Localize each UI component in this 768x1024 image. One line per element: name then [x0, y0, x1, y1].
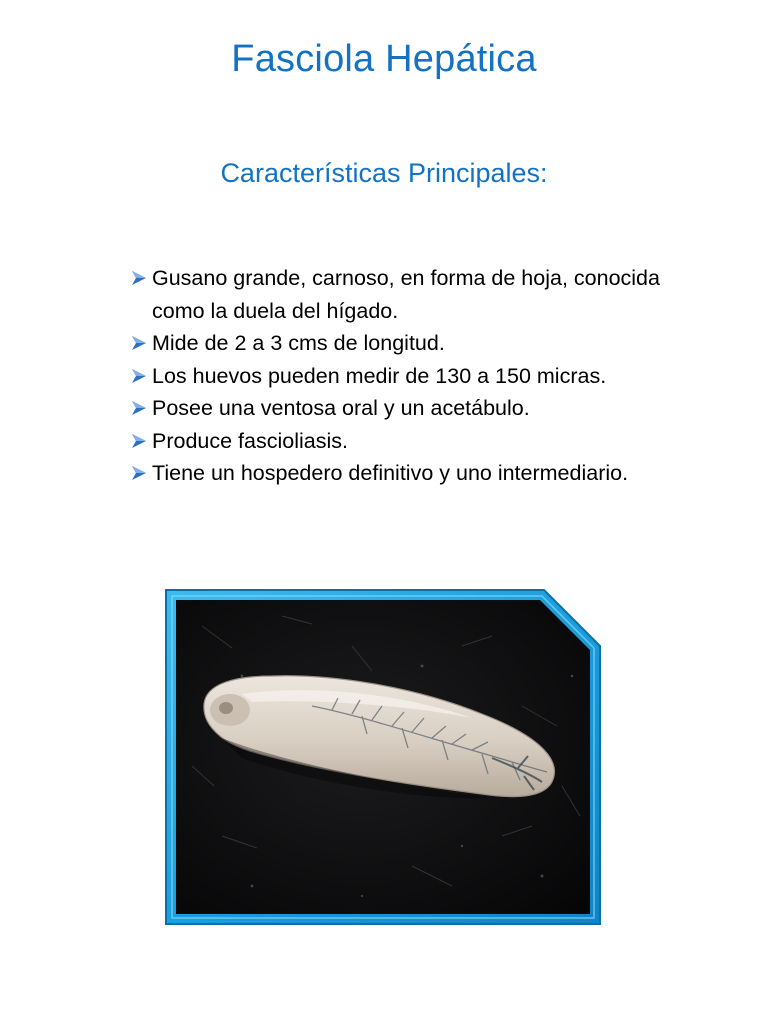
list-item — [130, 392, 670, 425]
list-item — [130, 327, 670, 360]
fasciola-photo — [162, 586, 604, 928]
list-item-text: Tiene un hospedero definitivo y uno intermediario. — [152, 461, 629, 485]
section-heading: Características Principales: — [220, 158, 548, 188]
list-item-text: Gusano grande, carnoso, en forma de hoja, conocida como la duela del hígado. — [152, 266, 660, 323]
page-title: Fasciola Hepática — [231, 38, 537, 80]
list-item — [130, 360, 670, 393]
list-item-text: Mide de 2 a 3 cms de longitud. — [152, 331, 445, 355]
list-item — [130, 457, 670, 490]
arrow-bullet-icon — [130, 269, 148, 287]
characteristics-list — [130, 262, 670, 490]
list-item-text: Posee una ventosa oral y un acetábulo. — [152, 396, 530, 420]
arrow-bullet-icon — [130, 367, 148, 385]
list-item — [130, 262, 670, 327]
arrow-bullet-icon — [130, 399, 148, 417]
arrow-bullet-icon — [130, 464, 148, 482]
list-item — [130, 425, 670, 458]
arrow-bullet-icon — [130, 334, 148, 352]
arrow-bullet-icon — [130, 432, 148, 450]
list-item-text: Produce fascioliasis. — [152, 428, 348, 453]
list-item-text: Los huevos pueden medir de 130 a 150 micras. — [152, 363, 607, 388]
fasciola-photo-graphic — [162, 586, 604, 928]
